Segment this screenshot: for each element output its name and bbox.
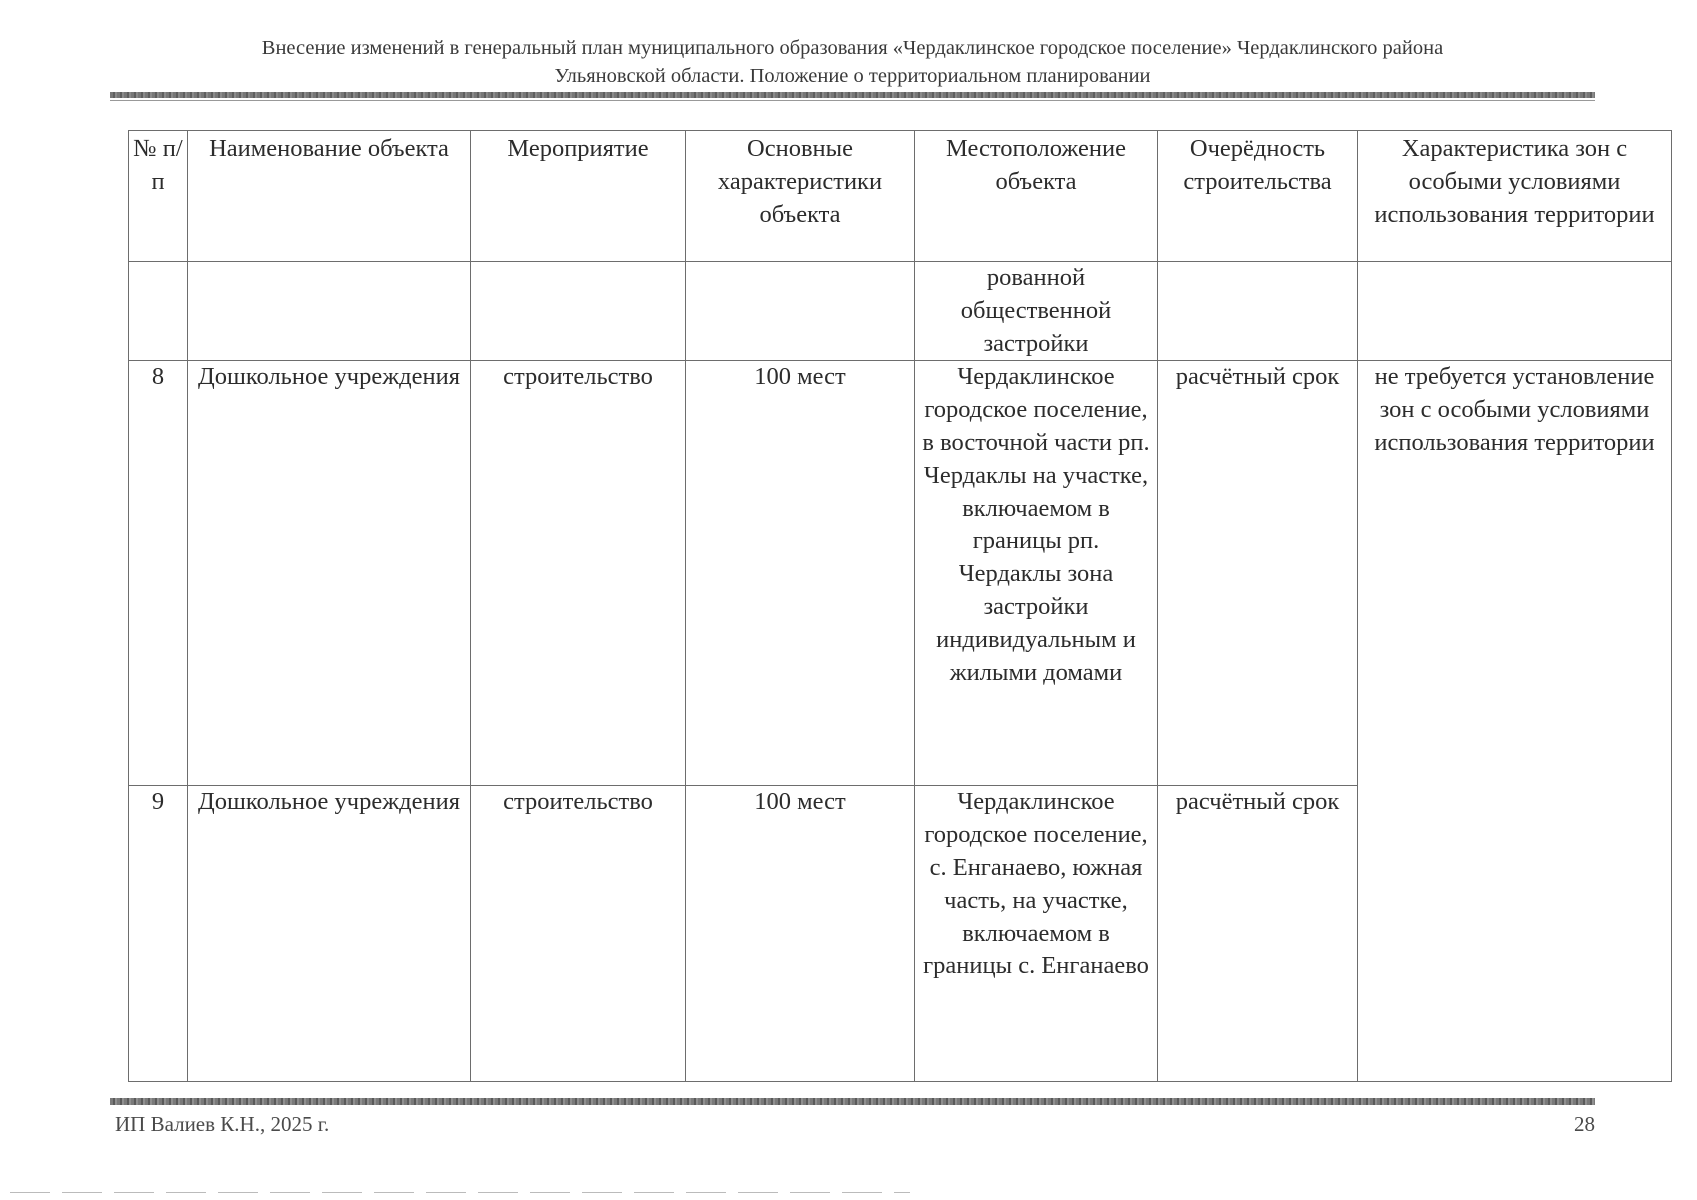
order-cell: расчётный срок [1158,786,1358,1082]
header-title-line-2: Ульяновской области. Положение о территориальном планировании [554,65,1151,87]
col-header-characteristics: Основные характеристики объекта [686,131,915,262]
location-cell: Чердаклинское городское поселение, с. Енганаево, южная часть, на участке, включаемом в границы с. Енганаево [915,786,1158,1082]
footer-rule [110,1098,1595,1105]
event-cell: строительство [471,361,686,786]
table-cell [1158,262,1358,361]
col-header-location: Местоположение объекта [915,131,1158,262]
object-name-cell: Дошкольное учреждения [188,361,471,786]
location-continuation-cell: рованной общественной застройки [915,262,1158,361]
page-number: 28 [1574,1112,1595,1136]
location-cell: Чердаклинское городское поселение, в восточной части рп. Чердаклы на участке, включаемом в границы рп. Чердаклы зона застройки индивидуальным и жилыми домами [915,361,1158,786]
event-cell: строительство [471,786,686,1082]
footer-author: ИП Валиев К.Н., 2025 г. [115,1112,330,1136]
scan-artifact-line [10,1192,910,1193]
table-header-row [129,131,1672,262]
table-cell [471,262,686,361]
planning-objects-table [128,130,1672,1082]
col-header-number: № п/ п [129,131,188,262]
col-header-event: Мероприятие [471,131,686,262]
col-header-zone: Характеристика зон с особыми условиями использования территории [1358,131,1672,262]
header-rule [110,92,1595,98]
row-number-cell: 8 [129,361,188,786]
table-cell [686,262,915,361]
characteristics-cell: 100 мест [686,361,915,786]
zone-cell: не требуется установление зон с особыми условиями использования территории [1358,361,1672,1082]
page-header [110,34,1595,90]
col-header-order: Очерёдность строительства [1158,131,1358,262]
header-rule-thin [110,100,1595,101]
order-cell: расчётный срок [1158,361,1358,786]
table-cell [129,262,188,361]
col-header-name: Наименование объекта [188,131,471,262]
characteristics-cell: 100 мест [686,786,915,1082]
header-title-line-1: Внесение изменений в генеральный план муниципального образования «Чердаклинское городское поселение» Чердаклинского района [261,37,1444,59]
object-name-cell: Дошкольное учреждения [188,786,471,1082]
table-cell [188,262,471,361]
table-cell [1358,262,1672,361]
row-number-cell: 9 [129,786,188,1082]
table-row [129,361,1672,786]
table-row-continuation [129,262,1672,361]
